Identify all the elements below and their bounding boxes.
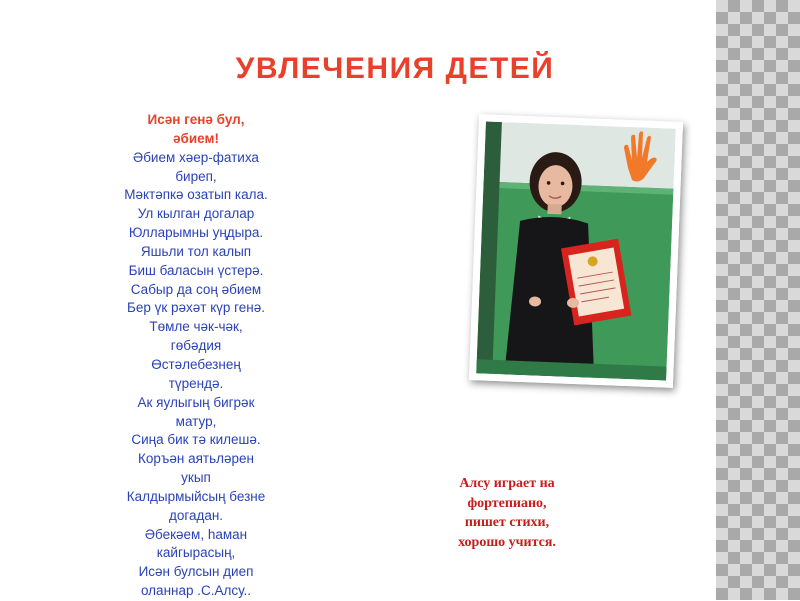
poem-line: Әбекәем, һаман: [144, 526, 248, 542]
caption-line: фортепиано,: [467, 495, 547, 511]
poem-line: түрендә.: [168, 375, 224, 391]
poem-line: оланнар .С.Алсу..: [140, 583, 252, 599]
poem-line: Мәктәпкә озатып кала.: [124, 187, 268, 203]
checkered-side-strip: [716, 0, 800, 600]
caption-line: пишет стихи,: [464, 515, 550, 530]
poem-line: Яшьли тол калып: [140, 243, 252, 259]
caption-line: Алсу играет на: [459, 476, 555, 491]
poem-line: Әбием хәер-фатиха: [133, 149, 259, 165]
poem-line: Коръән аятьләрен: [138, 451, 254, 467]
poem-title-line: әбием!: [173, 130, 219, 146]
poem-line: гөбәдия: [170, 338, 222, 354]
orange-hand-icon: [620, 128, 660, 189]
caption: [432, 474, 582, 552]
slide-title: УВЛЕЧЕНИЯ ДЕТЕЙ: [235, 52, 555, 85]
poem-line: кайгырасың,: [156, 545, 236, 561]
poem-line: Сиңа бик тә килешә.: [131, 432, 261, 448]
poem-line: Калдырмыйсың безне: [126, 488, 266, 504]
poem-line: Биш баласын үстерә.: [128, 262, 264, 278]
poem-line: Өстәлебезнең: [151, 356, 241, 372]
poem: [98, 111, 294, 601]
poem-line: Исән булсын диеп: [138, 564, 254, 580]
poem-line: Юлларымны уңдыра.: [128, 225, 264, 241]
poem-line: матур,: [175, 413, 217, 429]
poem-line: Бер үк рәхәт күр генә.: [126, 300, 265, 316]
poem-line: Ул кылган догалар: [137, 206, 255, 222]
poem-title-line: Исән генә бул,: [147, 112, 245, 127]
poem-line: биреп,: [175, 168, 217, 184]
caption-line: хорошо учится.: [458, 534, 556, 550]
poem-line: Төмле чәк-чәк,: [149, 319, 243, 335]
poem-line: догадан.: [168, 507, 224, 523]
poem-line: Ак яулыгың бигрәк: [137, 394, 255, 410]
poem-line: укып: [181, 470, 211, 486]
poem-line: Сабыр да соң әбием: [130, 281, 262, 297]
